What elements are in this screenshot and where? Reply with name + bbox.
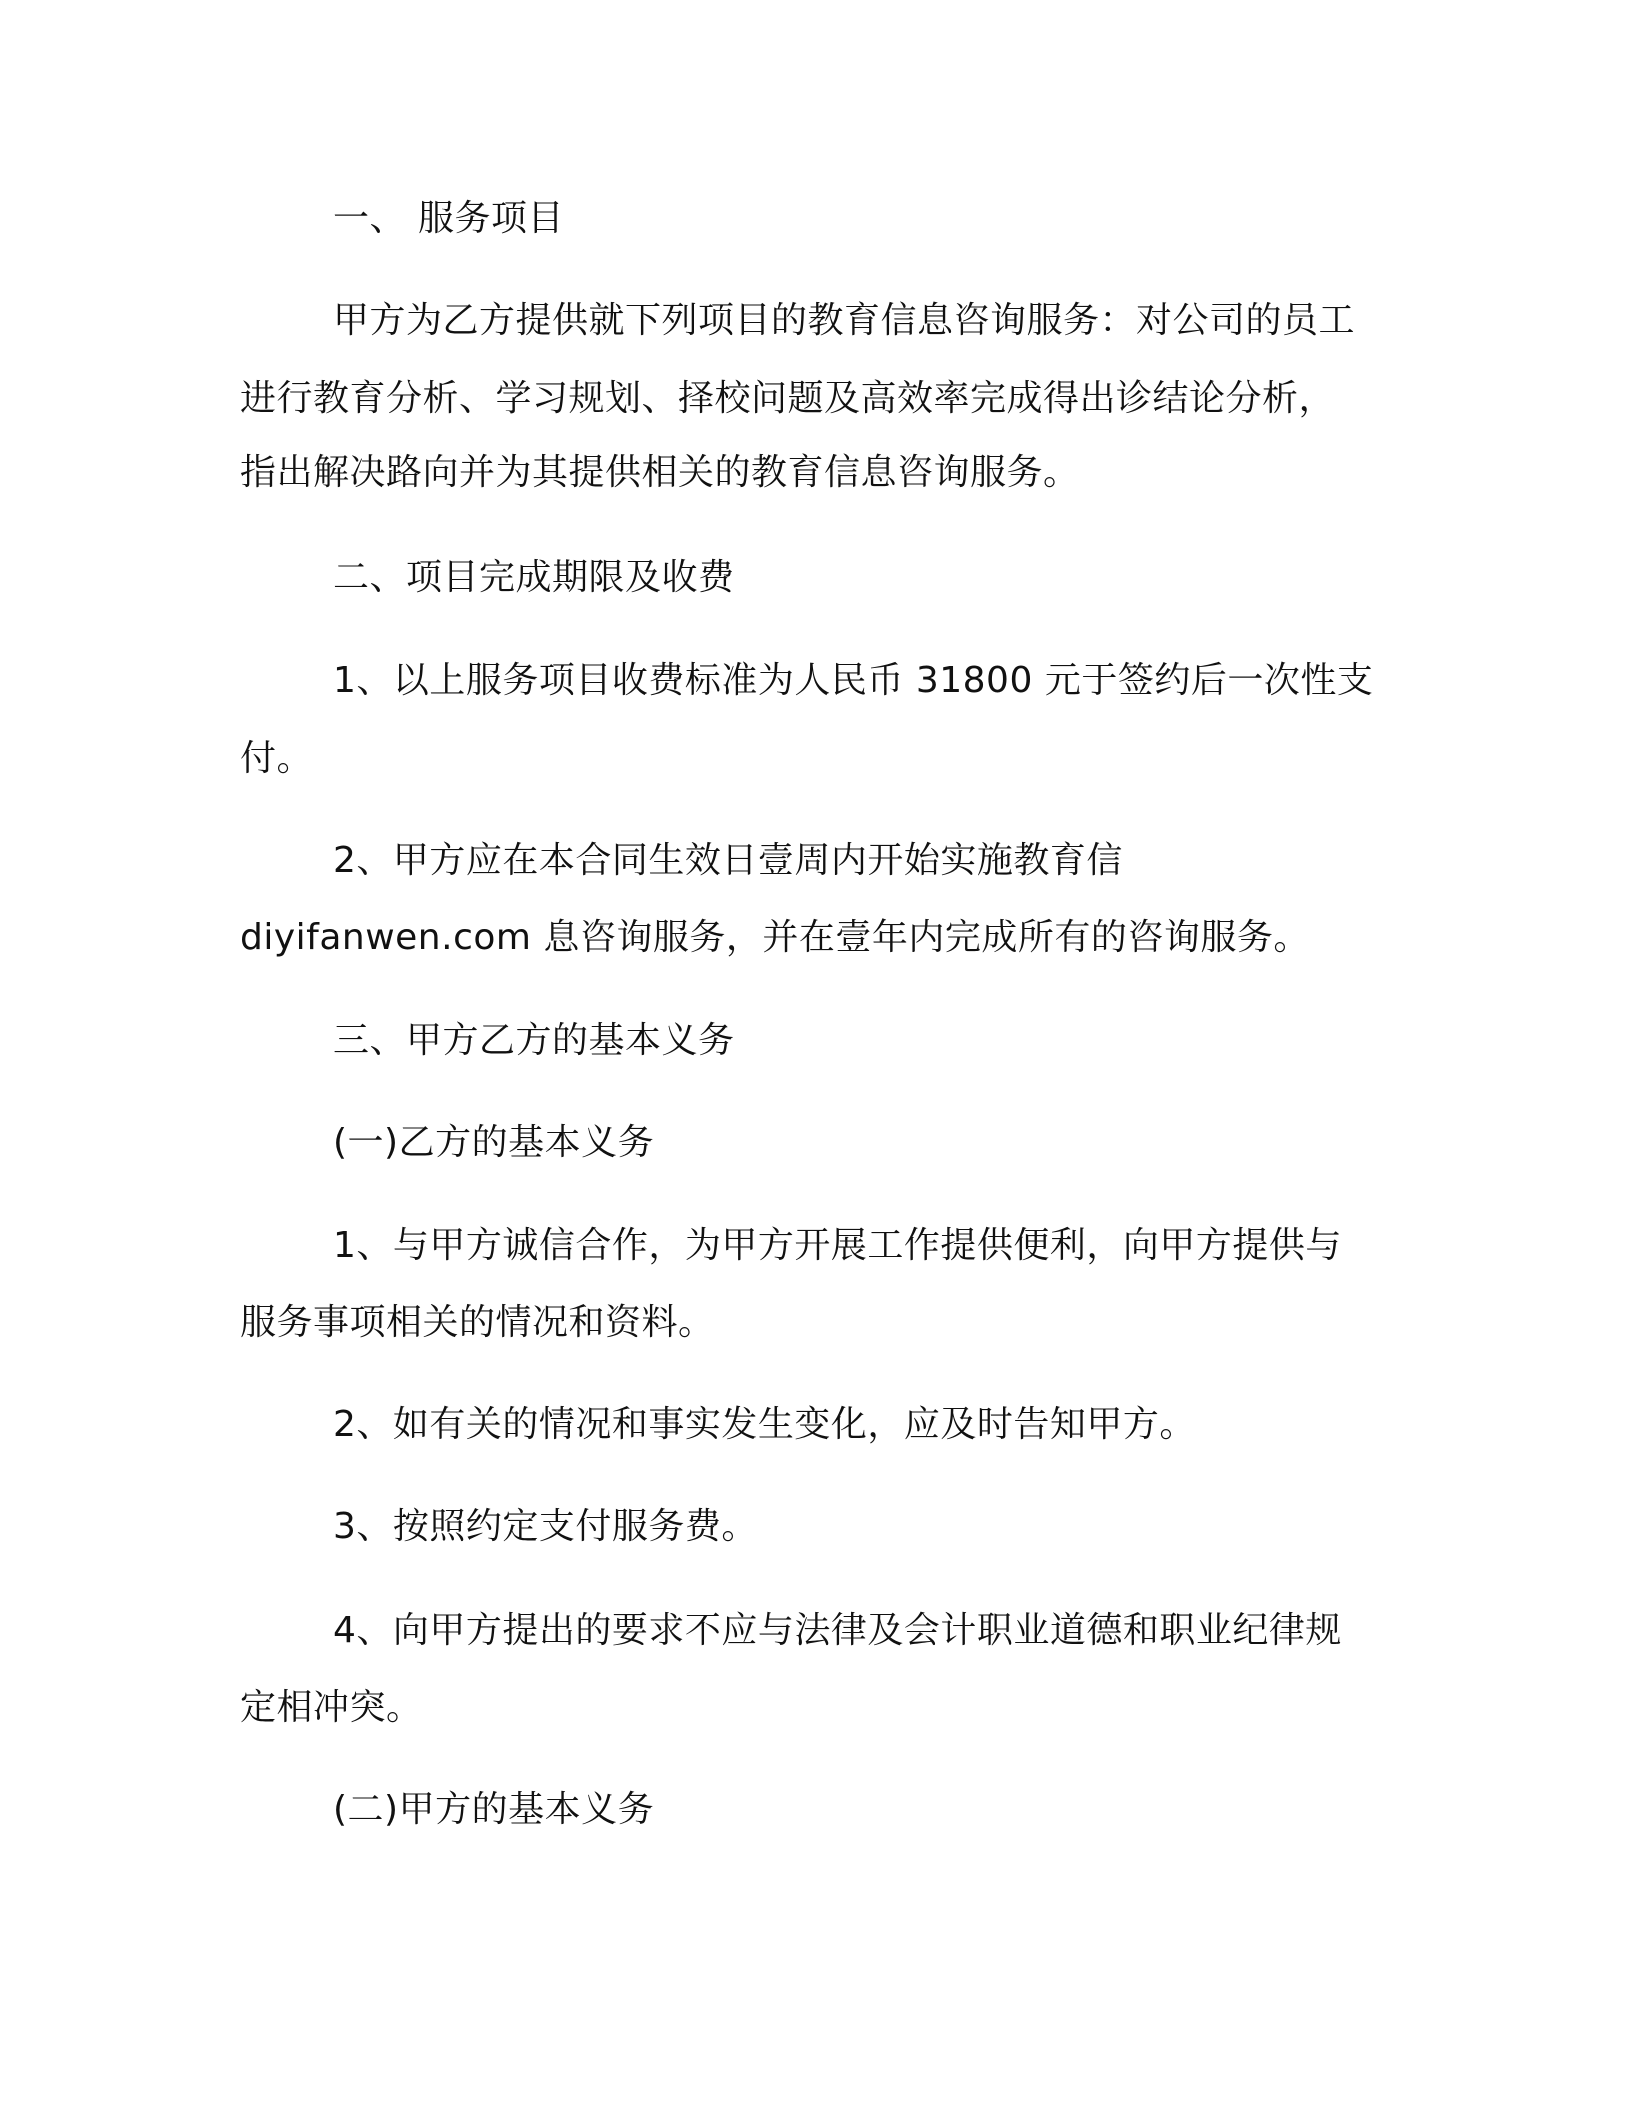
subsection-2-heading: (二)甲方的基本义务 [333,1789,655,1830]
subsection-1-item-3: 3、按照约定支付服务费。 [333,1506,758,1547]
section-1-paragraph-line-2: 进行教育分析、学习规划、择校问题及高效率完成得出诊结论分析， [240,378,1336,419]
section-2-item-2-line-1: 2、甲方应在本合同生效日壹周内开始实施教育信 [333,840,1123,881]
section-2-item-1-line-1: 1、以上服务项目收费标准为人民币 31800 元于签约后一次性支 [333,660,1374,701]
subsection-1-item-4-line-1: 4、向甲方提出的要求不应与法律及会计职业道德和职业纪律规 [333,1610,1342,1651]
subsection-1-item-1-line-1: 1、与甲方诚信合作，为甲方开展工作提供便利，向甲方提供与 [333,1225,1342,1266]
subsection-1-item-1-line-2: 服务事项相关的情况和资料。 [240,1302,715,1343]
subsection-1-heading: (一)乙方的基本义务 [333,1122,655,1163]
subsection-1-item-4-line-2: 定相冲突。 [240,1687,423,1728]
section-1-paragraph-line-3: 指出解决路向并为其提供相关的教育信息咨询服务。 [240,452,1080,493]
section-2-item-1-line-2: 付。 [240,738,314,779]
section-2-heading: 二、项目完成期限及收费 [333,557,735,598]
section-2-item-2-line-2: diyifanwen.com 息咨询服务，并在壹年内完成所有的咨询服务。 [240,917,1310,958]
subsection-1-item-2: 2、如有关的情况和事实发生变化，应及时告知甲方。 [333,1404,1196,1445]
section-1-heading: 一、 服务项目 [333,198,564,239]
section-1-paragraph-line-1: 甲方为乙方提供就下列项目的教育信息咨询服务：对公司的员工 [333,300,1356,341]
section-3-heading: 三、甲方乙方的基本义务 [333,1020,735,1061]
